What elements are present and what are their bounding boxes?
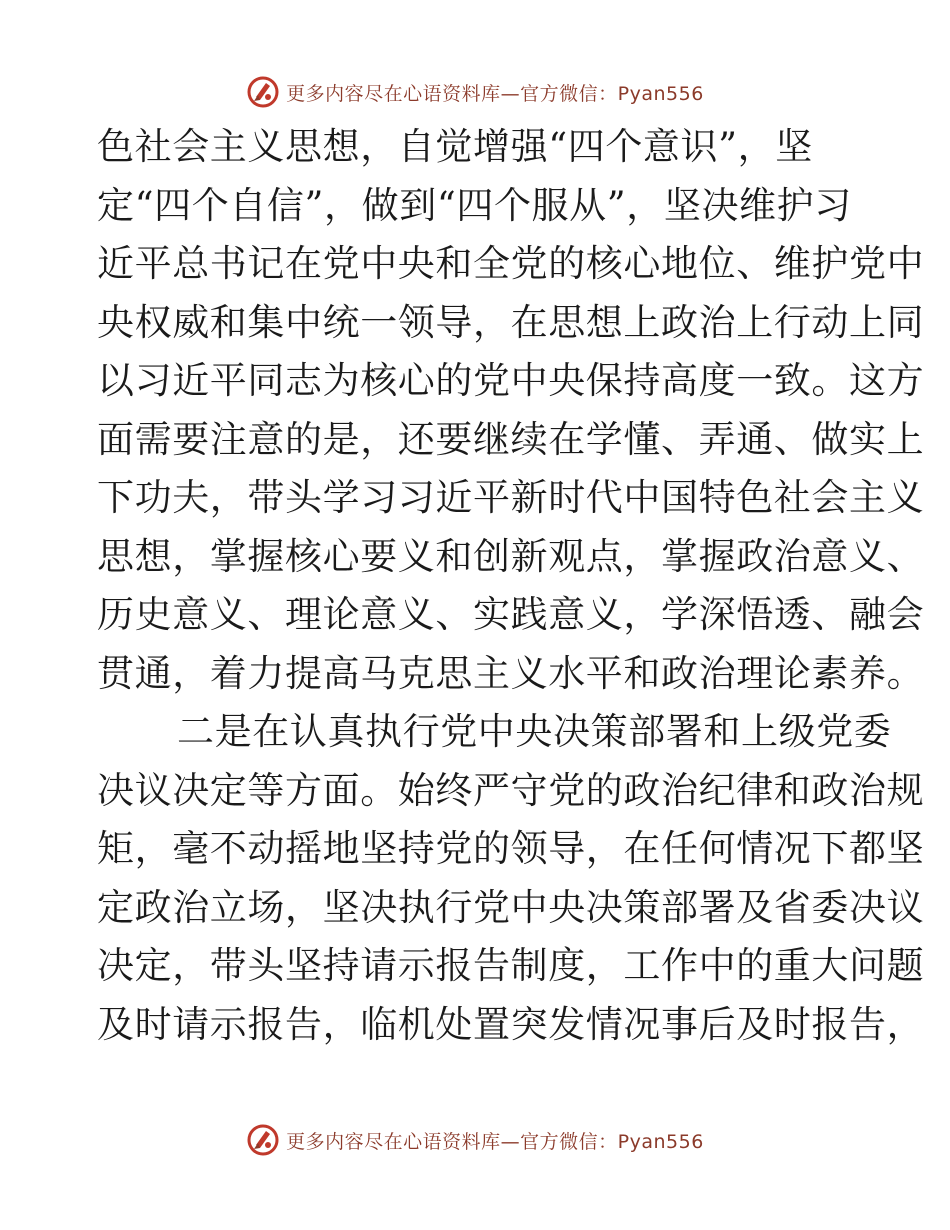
text-line: 思想，掌握核心要义和创新观点，掌握政治意义、 bbox=[97, 534, 925, 578]
text-line: 决定，带头坚持请示报告制度，工作中的重大问题 bbox=[97, 944, 925, 987]
text-line: 决议决定等方面。始终严守党的政治纪律和政治规 bbox=[97, 768, 925, 812]
text-line: 近平总书记在党中央和全党的核心地位、维护党中 bbox=[97, 242, 925, 285]
text-line: 面需要注意的是，还要继续在学懂、弄通、做实上 bbox=[97, 417, 925, 461]
text-line: 定政治立场，坚决执行党中央决策部署及省委决议 bbox=[97, 885, 925, 929]
document-body bbox=[97, 118, 925, 1054]
footer-text: 更多内容尽在心语资料库—官方微信：Pyan556 bbox=[286, 1130, 704, 1153]
text-line: 定“四个自信”，做到“四个服从”，坚决维护习 bbox=[97, 183, 852, 227]
header-text: 更多内容尽在心语资料库—官方微信：Pyan556 bbox=[286, 82, 704, 105]
text-line: 以习近平同志为核心的党中央保持高度一致。这方 bbox=[97, 359, 925, 402]
text-line: 下功夫，带头学习习近平新时代中国特色社会主义 bbox=[97, 476, 925, 519]
text-line: 及时请示报告，临机处置突发情况事后及时报告， bbox=[97, 1002, 925, 1046]
logo-icon bbox=[246, 75, 280, 109]
footer-banner bbox=[0, 1120, 950, 1160]
text-line: 色社会主义思想，自觉增强“四个意识”，坚 bbox=[97, 125, 813, 168]
header-banner bbox=[0, 72, 950, 112]
text-line: 历史意义、理论意义、实践意义，学深悟透、融会 bbox=[97, 593, 925, 636]
text-line: 矩，毫不动摇地坚持党的领导，在任何情况下都坚 bbox=[97, 827, 925, 870]
paragraph-start-line: 二是在认真执行党中央决策部署和上级党委 bbox=[177, 710, 892, 753]
text-line: 贯通，着力提高马克思主义水平和政治理论素养。 bbox=[97, 651, 925, 695]
text-line: 央权威和集中统一领导，在思想上政治上行动上同 bbox=[97, 300, 925, 344]
logo-icon bbox=[246, 1123, 280, 1157]
